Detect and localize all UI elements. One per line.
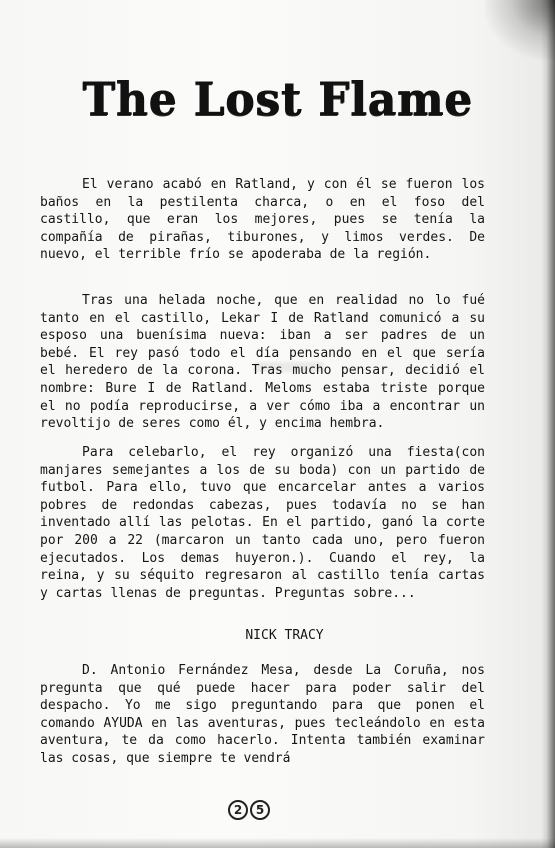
page-number	[228, 800, 270, 820]
page-title: The Lost Flame	[82, 72, 473, 126]
section-heading: NICK TRACY	[245, 628, 324, 643]
scan-bottom-shadow	[0, 838, 555, 848]
paragraph-4: D. Antonio Fernández Mesa, desde La Coruña, nos pregunta que qué puede hacer para poder salir del despacho. Yo me sigo preguntando para que ponen el comando AYUDA en las aventuras, pues tecleándolo en esta aventura, te da como hacerlo. Intenta también examinar las cosas, que siempre te vendrá	[40, 663, 485, 766]
paragraph-3: Para celebarlo, el rey organizó una fiesta(con manjares semejantes a los de su boda) con un partido de futbol. Para ello, tuvo que encarcelar antes a varios pobres de redondas cabezas, pues todavía no se han inventado allí las pelotas. En el partido, ganó la corte por 200 a 22 (marcaron un tanto cada uno, pero fueron ejecutados. Los demas huyeron.). Cuando el rey, la reina, y su séquito regresaron al castillo tenía cartas y cartas llenas de preguntas. Preguntas sobre...	[40, 445, 485, 601]
paragraph-1: El verano acabó en Ratland, y con él se fueron los baños en la pestilenta charca, o en el foso del castillo, que eran los mejores, pues se tenía la compañía de pirañas, tiburones, y limos verdes. De nuevo, el terrible frío se apoderaba de la región.	[40, 177, 485, 263]
ink-smudge	[254, 362, 324, 372]
paragraph-2: Tras una helada noche, que en realidad no lo fué tanto en el castillo, Lekar I de Ratland comunicó a su esposo una buenísima nueva: iban a ser padres de un bebé. El rey pasó todo el día pensando en el que sería el heredero de la corona. Tras mucho pensar, decidió el nombre: Bure I de Ratland. Meloms estaba triste porque el no podía reproducirse, a ver cómo iba a encontrar un revoltijo de seres como él, y encima hembra.	[40, 293, 485, 432]
page-number-digit: 2	[228, 800, 248, 820]
page-number-digit: 5	[250, 800, 270, 820]
scan-edge-shadow	[541, 0, 555, 848]
scan-corner-shadow	[485, 0, 555, 60]
